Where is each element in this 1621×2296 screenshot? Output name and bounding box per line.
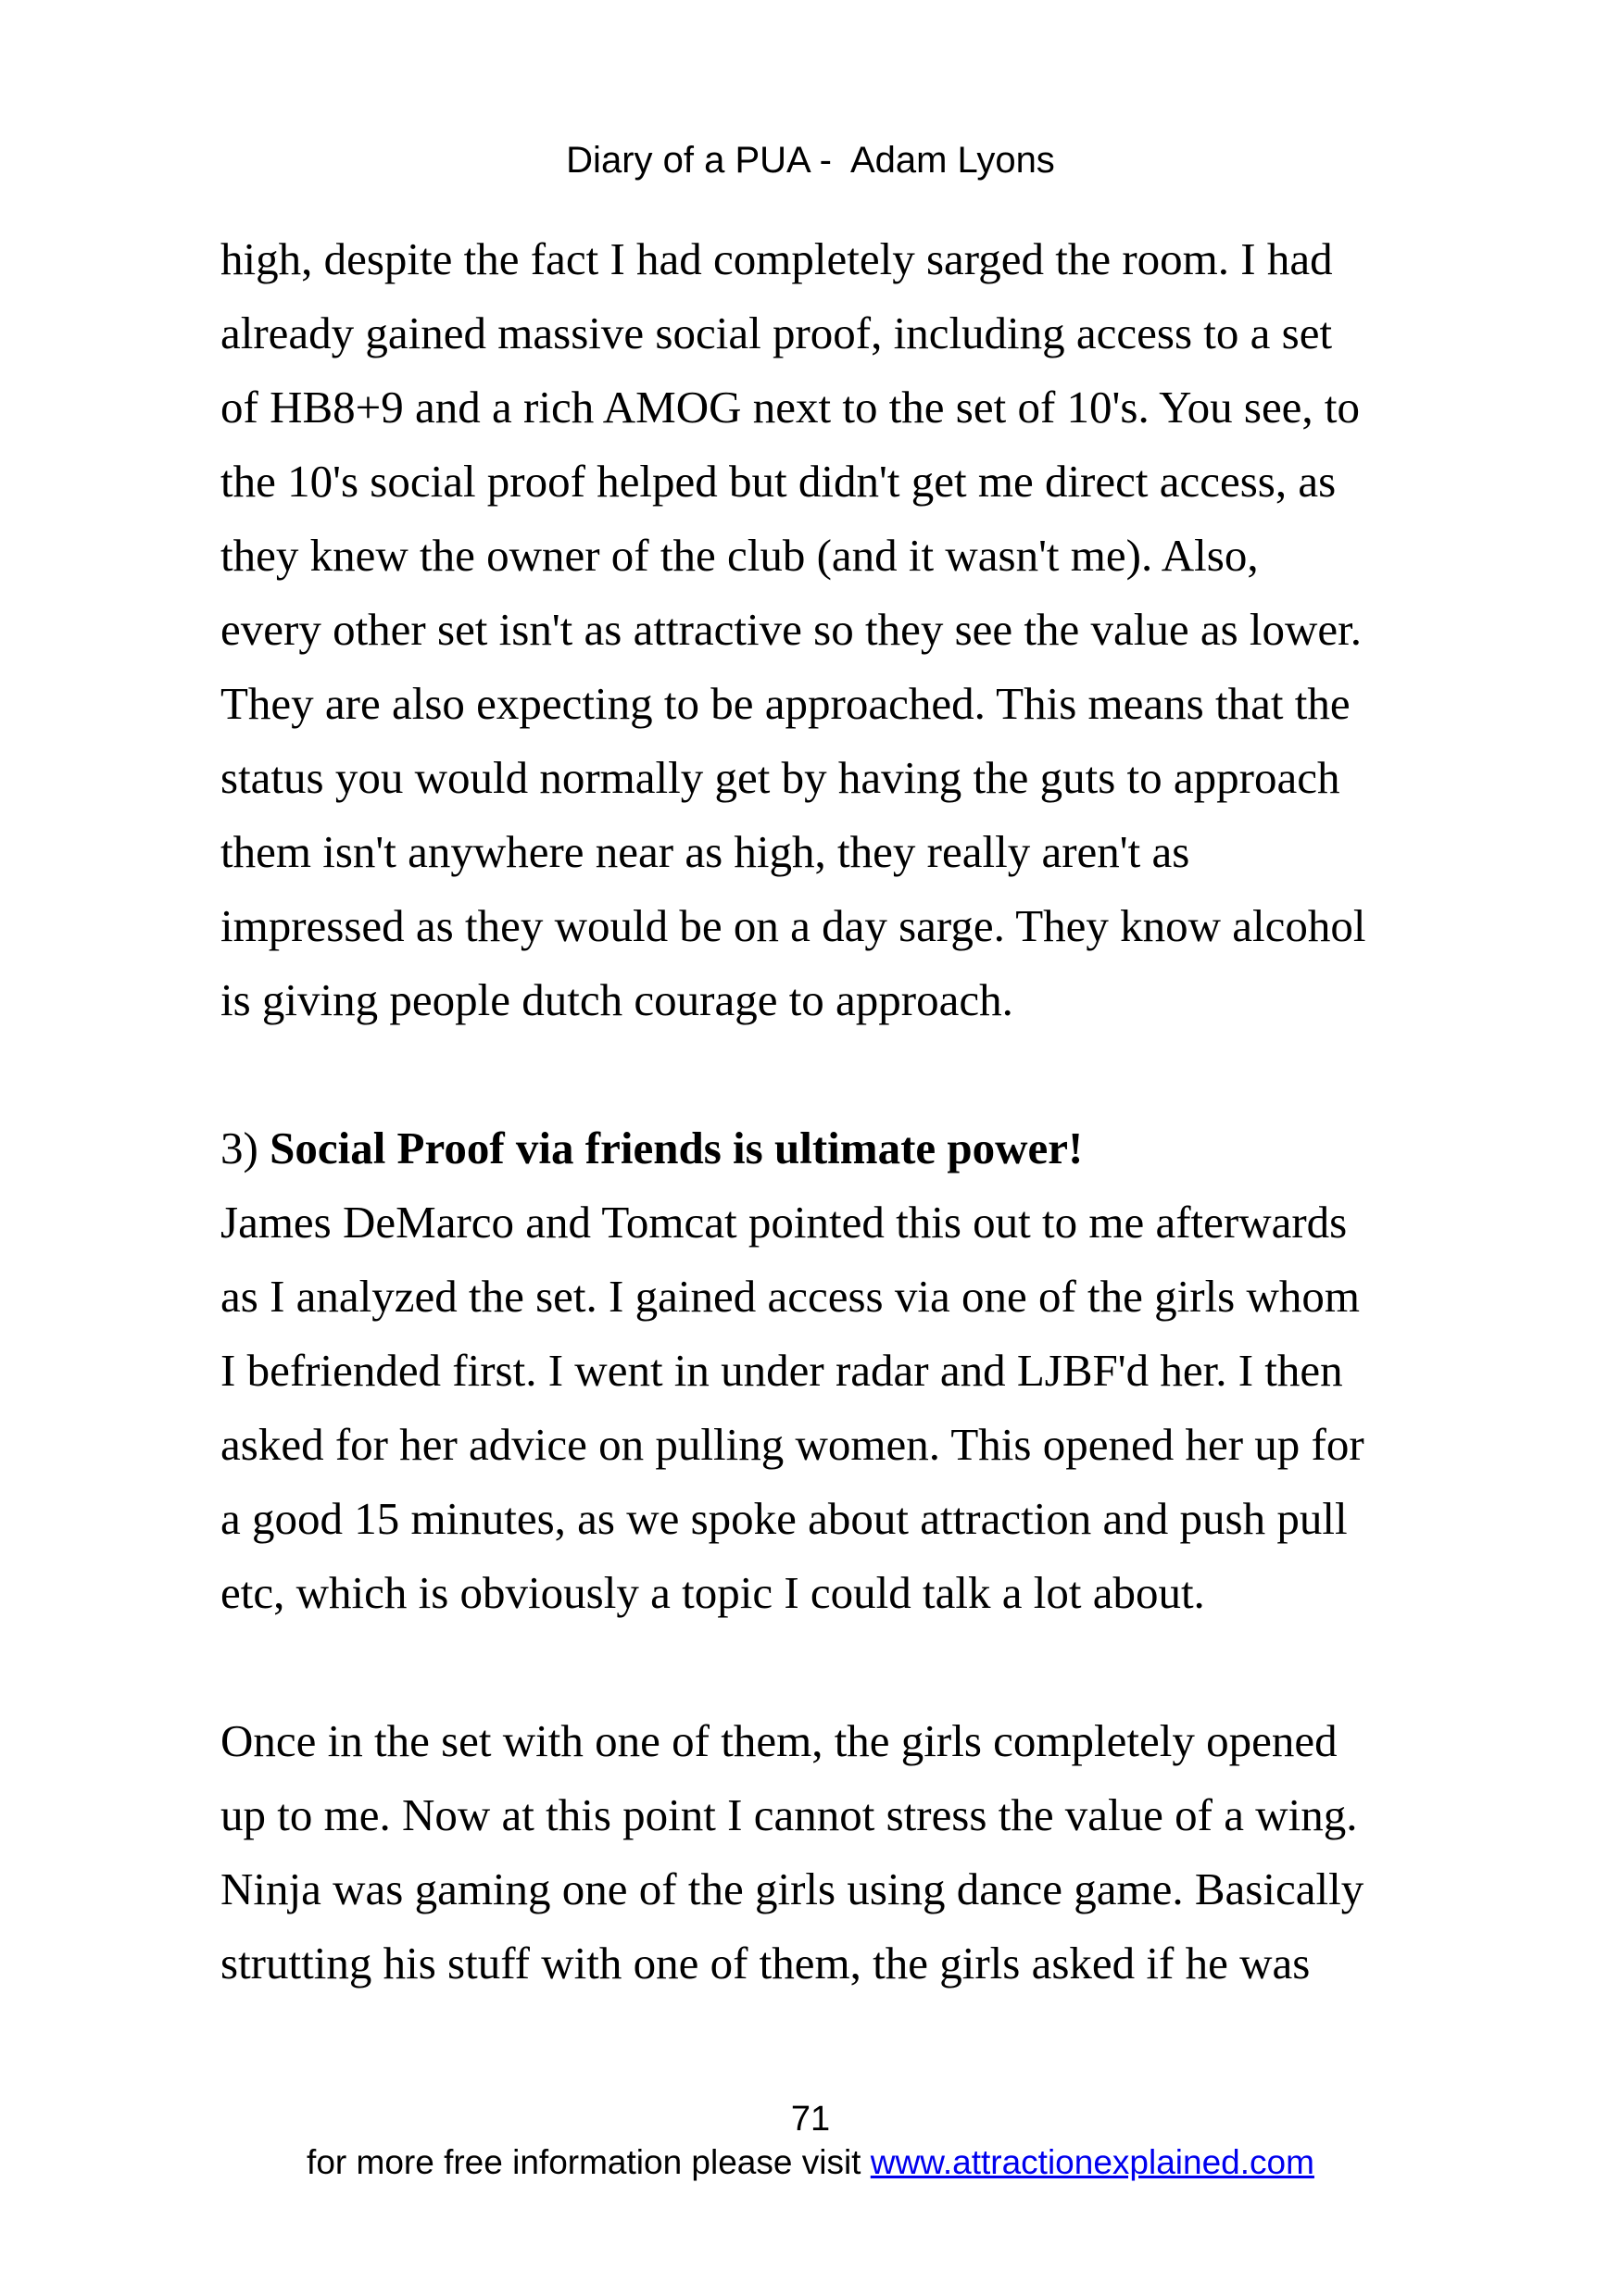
section-title: Social Proof via friends is ultimate power! bbox=[270, 1123, 1084, 1173]
body-line: high, despite the fact I had completely sarged the room. I had bbox=[220, 233, 1333, 284]
footer-note bbox=[0, 2141, 1621, 2184]
body-line: them isn't anywhere near as high, they really aren't as bbox=[220, 826, 1190, 877]
body-line: the 10's social proof helped but didn't get me direct access, as bbox=[220, 456, 1337, 507]
body-line: they knew the owner of the club (and it wasn't me). Also, bbox=[220, 530, 1259, 581]
footer-text: for more free information please visit bbox=[307, 2143, 871, 2181]
page-body bbox=[220, 222, 1452, 2001]
body-line: of HB8+9 and a rich AMOG next to the set of 10's. You see, to bbox=[220, 382, 1361, 433]
body-line: is giving people dutch courage to approach. bbox=[220, 974, 1013, 1025]
body-line: up to me. Now at this point I cannot stress the value of a wing. bbox=[220, 1789, 1358, 1840]
website-link[interactable]: www.attractionexplained.com bbox=[870, 2143, 1314, 2181]
body-line: every other set isn't as attractive so they see the value as lower. bbox=[220, 604, 1363, 655]
body-line: status you would normally get by having the guts to approach bbox=[220, 752, 1340, 803]
body-line: asked for her advice on pulling women. This opened her up for bbox=[220, 1419, 1364, 1470]
paragraph-gap bbox=[220, 1630, 1452, 1704]
body-line: strutting his stuff with one of them, the girls asked if he was bbox=[220, 1938, 1311, 1989]
body-line: already gained massive social proof, including access to a set bbox=[220, 307, 1333, 358]
body-line: Ninja was gaming one of the girls using dance game. Basically bbox=[220, 1863, 1364, 1914]
body-line: impressed as they would be on a day sarge. They know alcohol bbox=[220, 900, 1366, 951]
section-number: 3) bbox=[220, 1123, 270, 1173]
page-number: 71 bbox=[790, 2100, 831, 2139]
running-header: Diary of a PUA - Adam Lyons bbox=[566, 140, 1055, 181]
body-line: as I analyzed the set. I gained access via one of the girls whom bbox=[220, 1271, 1361, 1322]
paragraph-gap bbox=[220, 1037, 1452, 1111]
body-line: James DeMarco and Tomcat pointed this out to me afterwards bbox=[220, 1197, 1348, 1248]
body-line: a good 15 minutes, as we spoke about attraction and push pull bbox=[220, 1493, 1348, 1544]
body-line: Once in the set with one of them, the girls completely opened bbox=[220, 1715, 1338, 1766]
section-heading bbox=[220, 1111, 1452, 1186]
body-line: etc, which is obviously a topic I could talk a lot about. bbox=[220, 1567, 1205, 1618]
body-line: I befriended first. I went in under radar and LJBF'd her. I then bbox=[220, 1345, 1343, 1396]
body-line: They are also expecting to be approached. This means that the bbox=[220, 678, 1351, 729]
